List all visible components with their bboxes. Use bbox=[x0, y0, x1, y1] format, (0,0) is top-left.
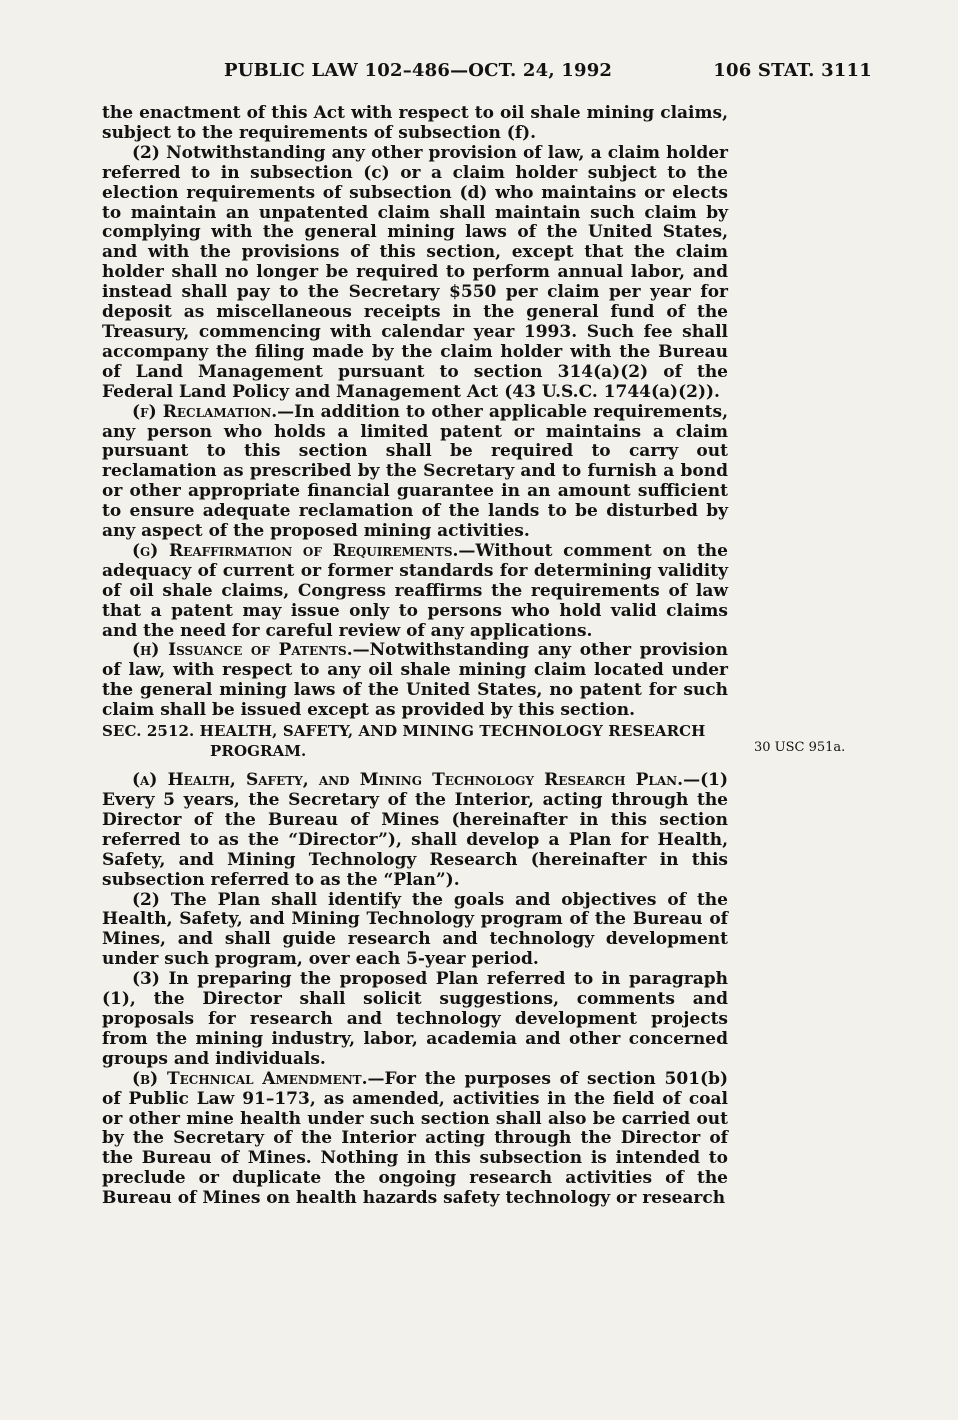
subsection-heading-f: (f) Reclamation. bbox=[132, 401, 278, 422]
section-heading-line2: PROGRAM. bbox=[210, 742, 307, 761]
section-heading-line1: SEC. 2512. HEALTH, SAFETY, AND MINING TECHNOLOGY RESEARCH bbox=[102, 722, 706, 741]
paragraph-continuation: the enactment of this Act with respect to oil shale mining claims, subject to the requirements of subsection (f). bbox=[102, 103, 728, 143]
paragraph-h bbox=[102, 641, 728, 721]
paragraph-a-text: —(1) Every 5 years, the Secretary of the Interior, acting through the Director of the Bureau of Mines (hereinafter in this section referred to as the “Director”), shall develop a Plan for Health, Safety, and Mining Technology Research (hereinafter in this subsection referred to as the “Plan”). bbox=[102, 770, 728, 890]
subsection-heading-a: (a) Health, Safety, and Mining Technology Research Plan. bbox=[132, 770, 684, 791]
statute-page-number: 106 STAT. 3111 bbox=[713, 60, 872, 81]
margin-note: 30 USC 951a. bbox=[754, 740, 846, 755]
paragraph-b bbox=[102, 1070, 728, 1209]
paragraph-a3: (3) In preparing the proposed Plan referred to in paragraph (1), the Director shall solicit suggestions, comments and proposals for research and technology development projects from the mining industry, labor, academia and other concerned groups and individuals. bbox=[102, 969, 728, 1069]
paragraph-h-text: —Notwithstanding any other provision of law, with respect to any oil shale mining claim located under the general mining laws of the United States, no patent for such claim shall be issued except as provided by this section. bbox=[102, 640, 728, 721]
paragraph-g-text: —Without comment on the adequacy of current or former standards for determining validity of oil shale claims, Congress reaffirms the requirements of law that a patent may issue only to persons who hold valid claims and the need for careful review of any applications. bbox=[102, 540, 728, 641]
paragraph-f bbox=[102, 403, 728, 542]
paragraph-b-text: —For the purposes of section 501(b) of Public Law 91–173, as amended, activities in the field of coal or other mine health under such section shall also be carried out by the Secretary of the Interior acting through the Director of the Bureau of Mines. Nothing in this subsection is intended to preclude or duplicate the ongoing research activities of the Bureau of Mines on health hazards safety technology or research bbox=[102, 1068, 728, 1209]
section-heading bbox=[102, 721, 728, 761]
document-body bbox=[102, 104, 728, 1209]
public-law-citation: PUBLIC LAW 102–486—OCT. 24, 1992 bbox=[224, 60, 613, 81]
subsection-heading-b: (b) Technical Amendment. bbox=[132, 1068, 368, 1089]
subsection-heading-g: (g) Reaffirmation of Requirements. bbox=[132, 540, 459, 561]
paragraph-f-text: —In addition to other applicable requirements, any person who holds a limited patent or maintains a claim pursuant to this section shall be required to carry out reclamation as prescribed by the Secretary and to furnish a bond or other appropriate financial guarantee in an amount sufficient to ensure adequate reclamation of the lands to be disturbed by any aspect of the proposed mining activities. bbox=[102, 401, 728, 542]
paragraph-e2: (2) Notwithstanding any other provision of law, a claim holder referred to in subsection (c) or a claim holder subject to the election requirements of subsection (d) who maintains or elects to maintain an unpatented claim shall maintain such claim by complying with the general mining laws of the United States, and with the provisions of this section, except that the claim holder shall no longer be required to perform annual labor, and instead shall pay to the Secretary $550 per claim per year for deposit as miscellaneous receipts in the general fund of the Treasury, commencing with calendar year 1993. Such fee shall accompany the filing made by the claim holder with the Bureau of Land Management pursuant to section 314(a)(2) of the Federal Land Policy and Management Act (43 U.S.C. 1744(a)(2)). bbox=[102, 142, 728, 402]
paragraph-g bbox=[102, 542, 728, 642]
subsection-heading-h: (h) Issuance of Patents. bbox=[132, 640, 353, 661]
paragraph-a2: (2) The Plan shall identify the goals and objectives of the Health, Safety, and Mining Technology program of the Bureau of Mines, and shall guide research and technology development under such program, over each 5-year period. bbox=[102, 889, 728, 970]
paragraph-a bbox=[102, 771, 728, 890]
